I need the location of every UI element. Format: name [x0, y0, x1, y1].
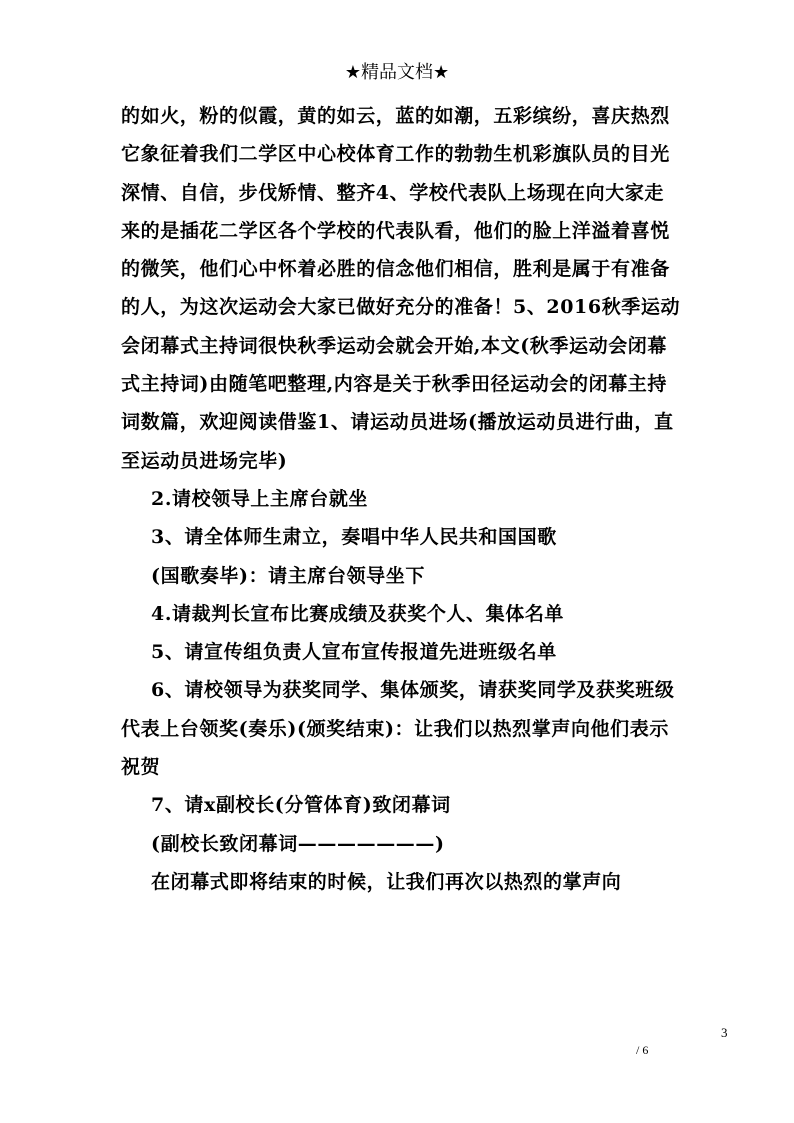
page-total: / 6 — [636, 1043, 649, 1057]
paragraph: (国歌奏毕)：请主席台领导坐下 — [151, 564, 425, 587]
paragraph: 的如火，粉的似霞，黄的如云，蓝的如潮，五彩缤纷，喜庆热烈它象征着我们二学区中心校体育工作的勃勃生机彩旗队员的目光深情、自信，步伐矫情、整齐4、学校代表队上场现在向大家走来的是插花二学区各个学校的代表队看，他们的脸上洋溢着喜悦的微笑，他们心中怀着必胜的信念他们相信，胜利是属于有准备的人，为这次运动会大家已做好充分的准备！5、2016秋季运动会闭幕式主持词很快秋季运动会就会开始,本文(秋季运动会闭幕式主持词)由随笔吧整理,内容是关于秋季田径运动会的闭幕主持词数篇，欢迎阅读借鉴1、请运动员进场(播放运动员进行曲，直至运动员进场完毕) — [121, 105, 681, 472]
paragraph: 3、请全体师生肃立，奏唱中华人民共和国国歌 — [151, 526, 557, 549]
page-number: 3 — [721, 1025, 728, 1040]
paragraph: 在闭幕式即将结束的时候，让我们再次以热烈的掌声向 — [151, 870, 622, 893]
paragraph: 5、请宣传组负责人宣布宣传报道先进班级名单 — [151, 641, 557, 664]
paragraph: 7、请x副校长(分管体育)致闭幕词 — [151, 794, 451, 817]
document-body — [121, 97, 681, 901]
page-header-title: ★精品文档★ — [344, 62, 450, 83]
paragraph: (副校长致闭幕词———————) — [151, 832, 445, 855]
paragraph: 4.请裁判长宣布比赛成绩及获奖个人、集体名单 — [151, 602, 565, 625]
paragraph: 6、请校领导为获奖同学、集体颁奖，请获奖同学及获奖班级代表上台领奖(奏乐)(颁奖结束)：让我们以热烈掌声向他们表示祝贺 — [121, 679, 675, 779]
paragraph: 2.请校领导上主席台就坐 — [151, 487, 369, 510]
